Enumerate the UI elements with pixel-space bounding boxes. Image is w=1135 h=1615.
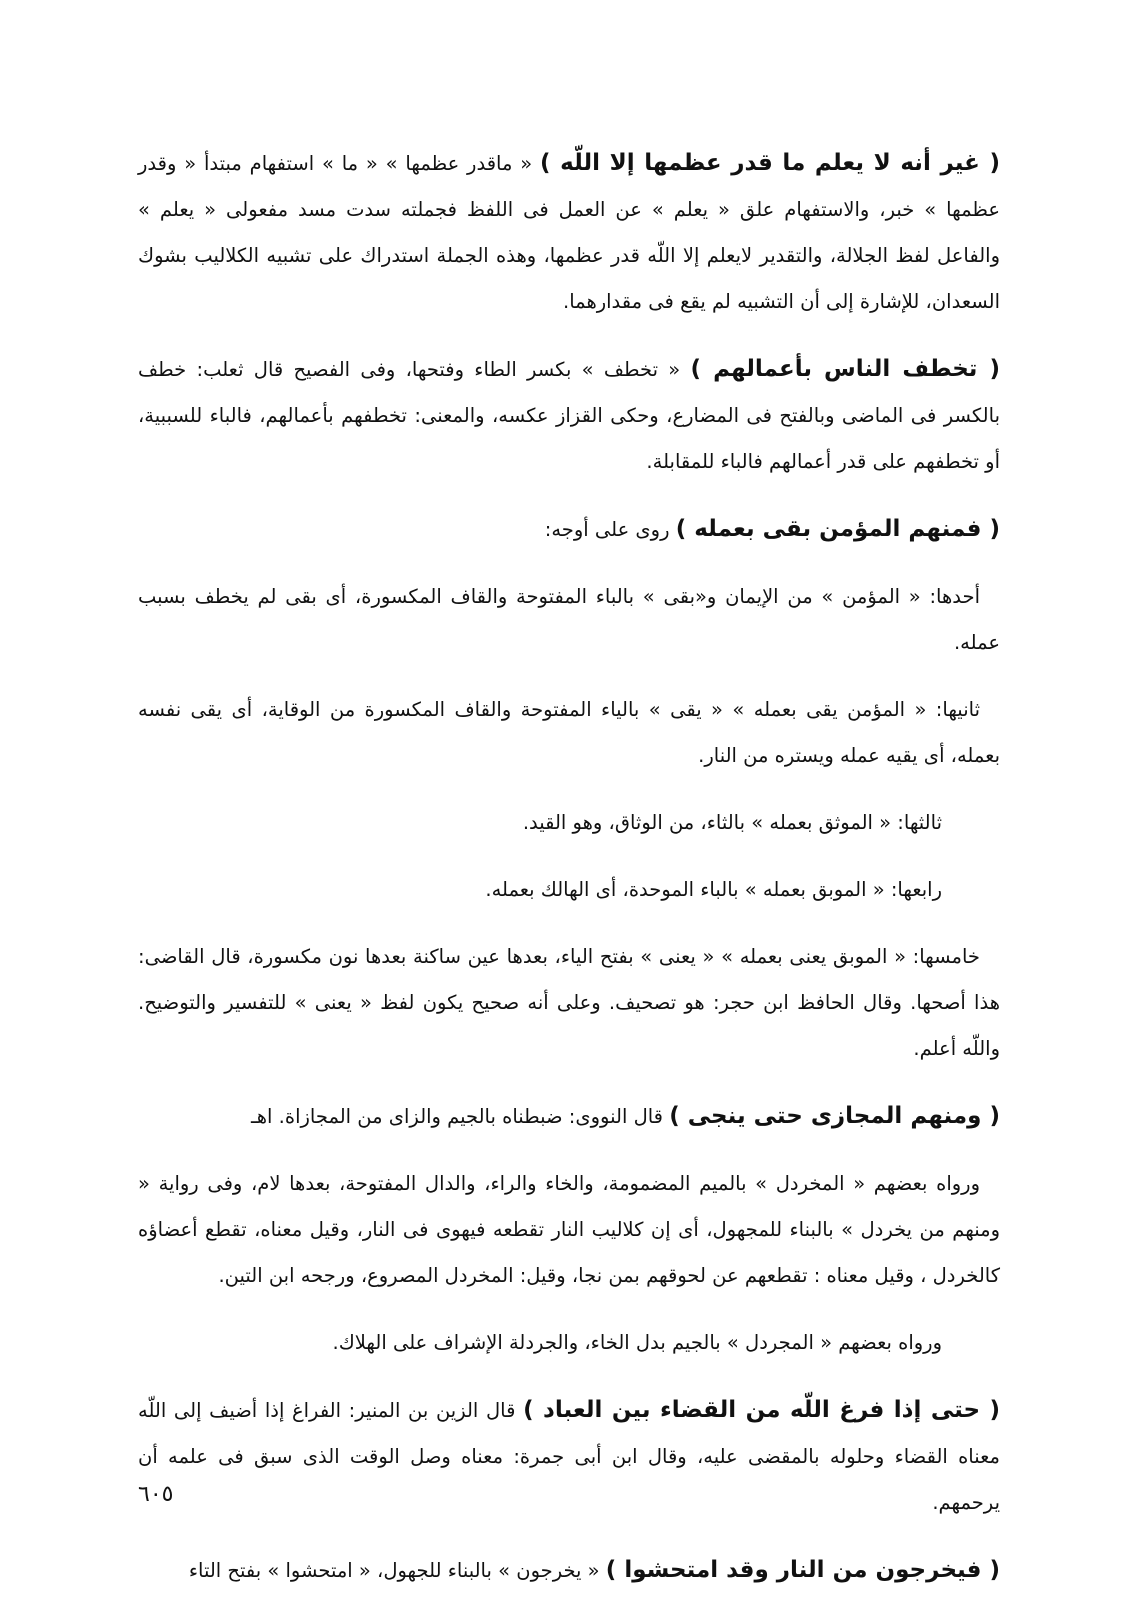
paragraph-12	[138, 1387, 1000, 1526]
paragraph-13-heading: ( فيخرجون من النار وقد امتحشوا )	[605, 1557, 1000, 1583]
paragraph-3-text: روى على أوجه:	[544, 518, 676, 541]
paragraph-12-text: قال الزين بن المنير: الفراغ إذا أضيف إلى اللّه معناه القضاء وحلوله بالمقضى عليه، وقال ابن أبى جمرة: معناه وصل الوقت الذى سبق فى علمه أن يرحمهم.	[138, 1399, 1000, 1514]
paragraph-4	[138, 574, 1000, 666]
page-number: ٦٠٥	[138, 1482, 174, 1507]
paragraph-4-text: أحدها: « المؤمن » من الإيمان و«بقى » بالباء المفتوحة والقاف المكسورة، أى بقى لم يخطف بسبب عمله.	[138, 585, 1000, 654]
paragraph-1-text: « ماقدر عظمها » « ما » استفهام مبتدأ « وقدر عظمها » خبر، والاستفهام علق « يعلم » عن العمل فى اللفظ فجملته سدت مسد مفعولى « يعلم » والفاعل لفظ الجلالة، والتقدير لايعلم إلا اللّه قدر عظمها، وهذه الجملة استدراك على تشبيه الكلاليب بشوك السعدان، للإشارة إلى أن التشبيه لم يقع فى مقدارهما.	[138, 152, 1000, 313]
paragraph-12-heading: ( حتى إذا فرغ اللّه من القضاء بين العباد )	[523, 1397, 1001, 1423]
paragraph-6	[138, 800, 1000, 846]
paragraph-8-text: خامسها: « الموبق يعنى بعمله » « يعنى » بفتح الياء، بعدها عين ساكنة بعدها نون مكسورة، قال القاضى: هذا أصحها. وقال الحافظ ابن حجر: هو تصحيف. وعلى أنه صحيح يكون لفظ « يعنى » للتفسير والتوضيح. واللّه أعلم.	[138, 945, 1000, 1060]
paragraph-11-text: ورواه بعضهم « المجردل » بالجيم بدل الخاء، والجردلة الإشراف على الهلاك.	[332, 1331, 942, 1354]
paragraph-11	[138, 1320, 1000, 1366]
paragraph-2-text: « تخطف » بكسر الطاء وفتحها، وفى الفصيح قال ثعلب: خطف بالكسر فى الماضى وبالفتح فى المضارع، وحكى القزاز عكسه، والمعنى: تخطفهم بأعمالهم، فالباء للسببية، أو تخطفهم على قدر أعمالهم فالباء للمقابلة.	[138, 358, 1000, 473]
paragraph-2-heading: ( تخطف الناس بأعمالهم )	[690, 356, 1000, 382]
paragraph-9-text: قال النووى: ضبطناه بالجيم والزاى من المجازاة. اهـ	[251, 1105, 670, 1128]
paragraph-2	[138, 346, 1000, 485]
paragraph-9	[138, 1093, 1000, 1140]
paragraph-5	[138, 687, 1000, 779]
paragraph-1-heading: ( غير أنه لا يعلم ما قدر عظمها إلا اللّه )	[539, 150, 1000, 176]
paragraph-5-text: ثانيها: « المؤمن يقى بعمله » « يقى » بالياء المفتوحة والقاف المكسورة من الوقاية، أى يقى نفسه بعمله، أى يقيه عمله ويستره من النار.	[138, 698, 1000, 767]
paragraph-3	[138, 506, 1000, 553]
paragraph-7-text: رابعها: « الموبق بعمله » بالباء الموحدة، أى الهالك بعمله.	[485, 878, 942, 901]
paragraph-3-heading: ( فمنهم المؤمن بقى بعمله )	[675, 516, 1000, 542]
page-body	[138, 140, 1000, 1615]
paragraph-7	[138, 867, 1000, 913]
paragraph-13-text: « يخرجون » بالبناء للجهول، « امتحشوا » بفتح التاء	[188, 1559, 606, 1582]
paragraph-9-heading: ( ومنهم المجازى حتى ينجى )	[669, 1103, 1000, 1129]
paragraph-6-text: ثالثها: « الموثق بعمله » بالثاء، من الوثاق، وهو القيد.	[522, 811, 942, 834]
paragraph-10-text: ورواه بعضهم « المخردل » بالميم المضمومة، والخاء والراء، والدال المفتوحة، بعدها لام، وفى رواية « ومنهم من يخردل » بالبناء للمجهول، أى إن كلاليب النار تقطعه فيهوى فى النار، وقيل معناه، تقطع أعضاؤه كالخردل ، وقيل معناه : تقطعهم عن لحوقهم بمن نجا، وقيل: المخردل المصروع، ورجحه ابن التين.	[138, 1172, 1000, 1287]
paragraph-8	[138, 934, 1000, 1072]
paragraph-1	[138, 140, 1000, 325]
paragraph-10	[138, 1161, 1000, 1299]
paragraph-13	[138, 1547, 1000, 1594]
